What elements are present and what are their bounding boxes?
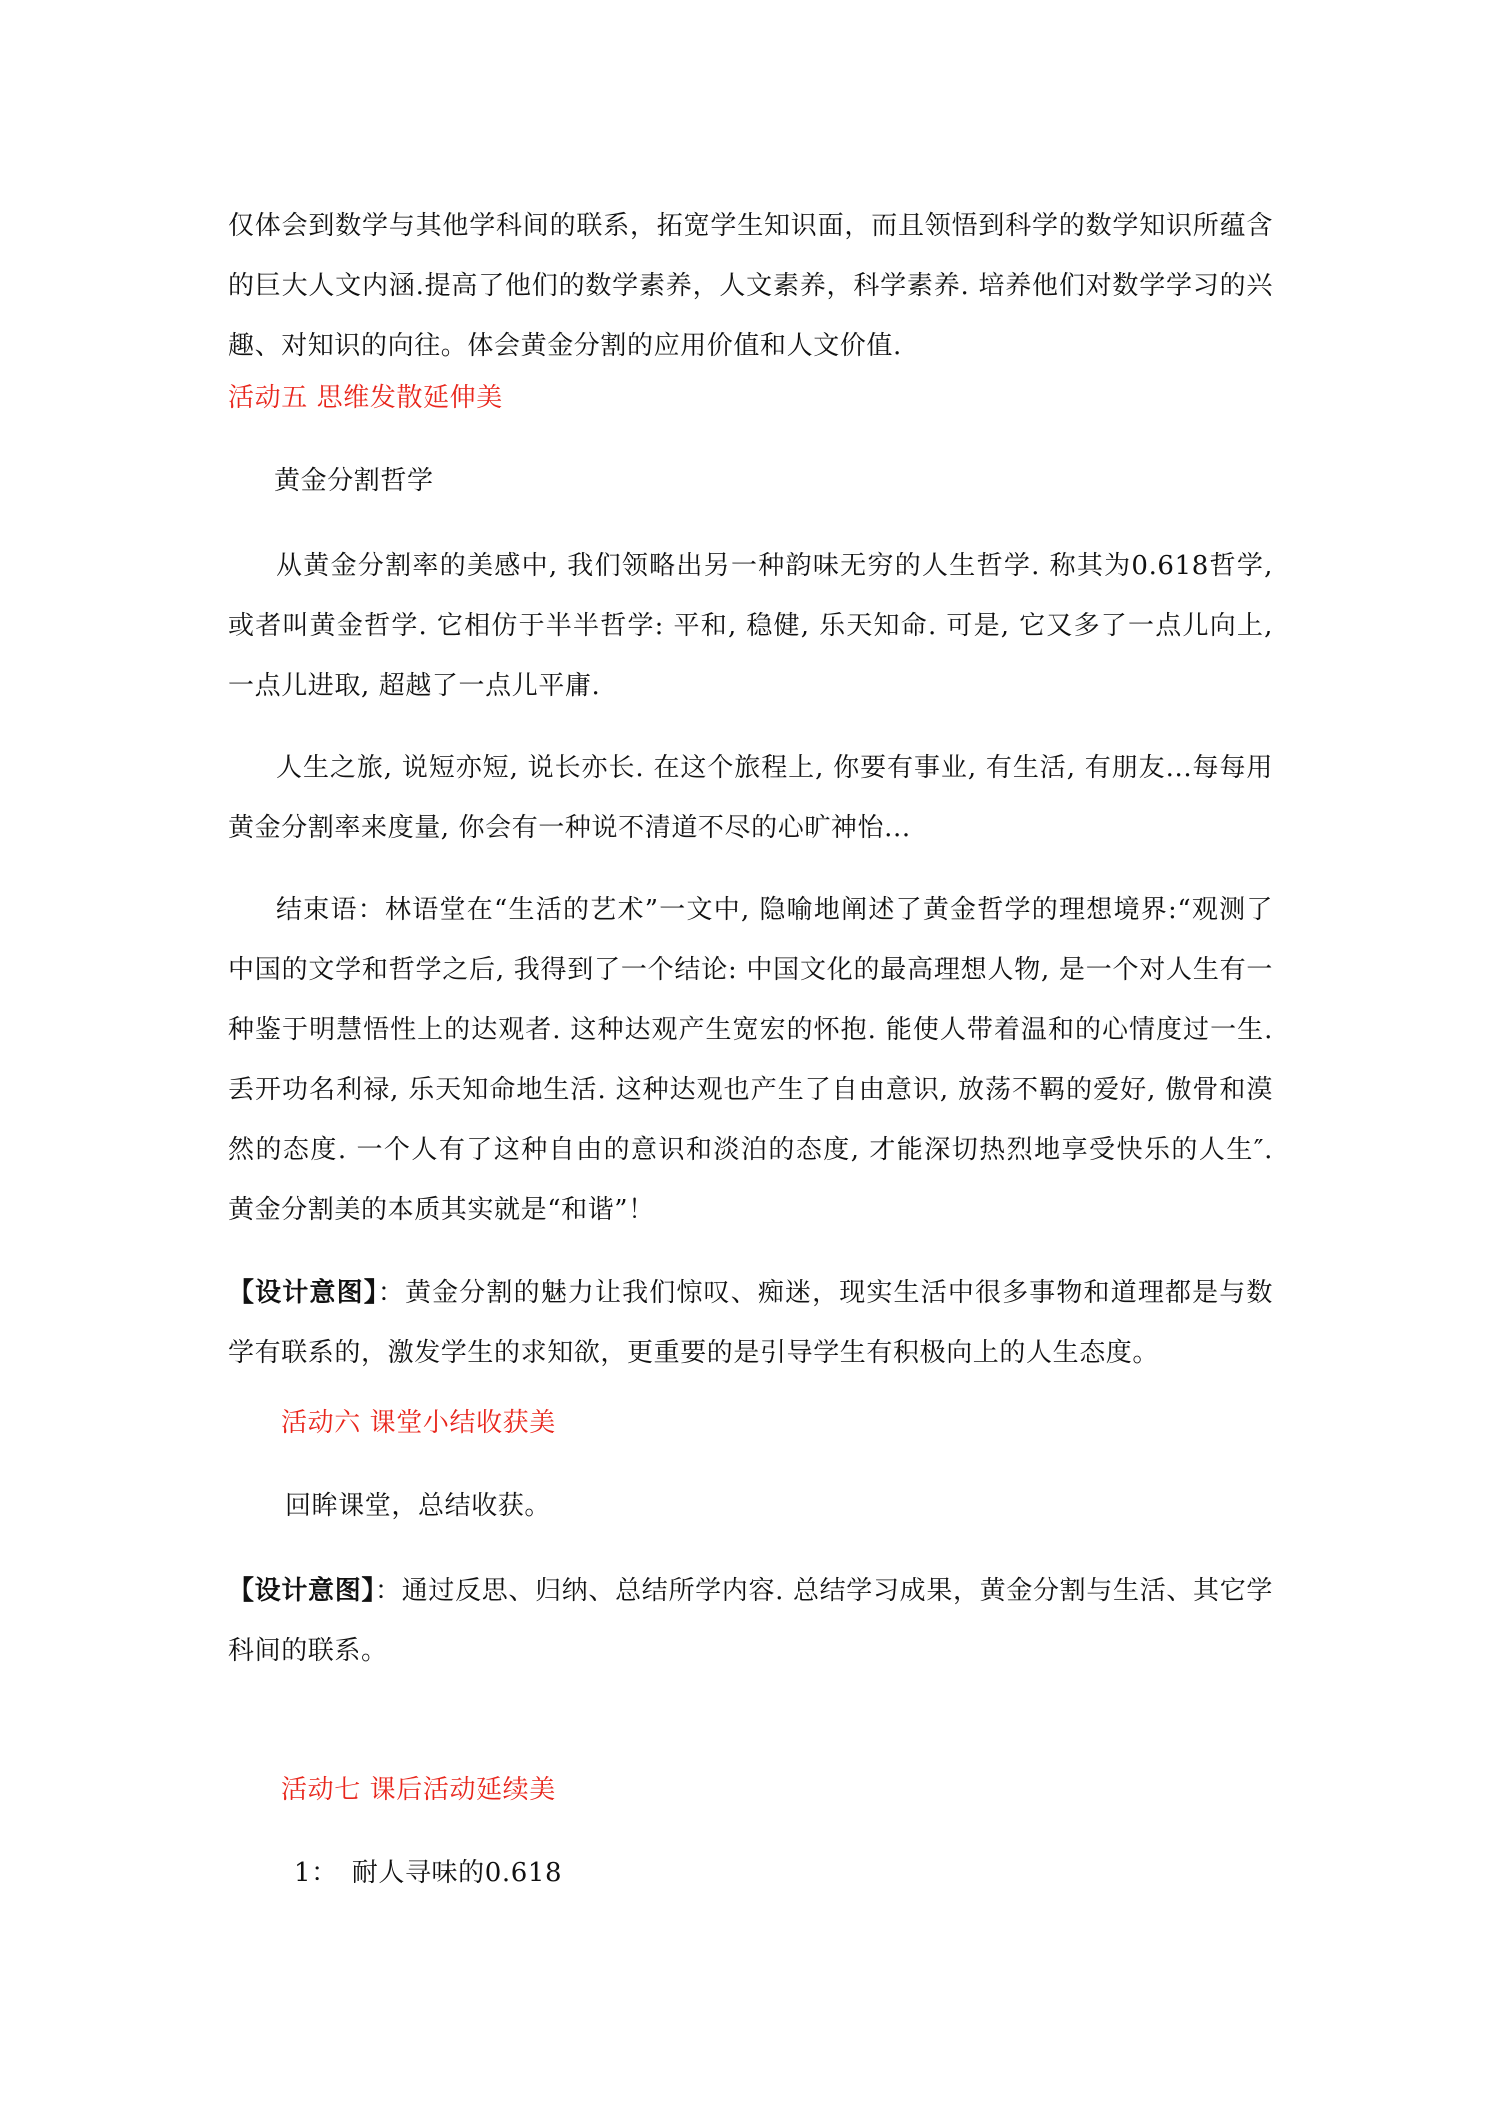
list-item-1-text: 耐人寻味的0.618 — [351, 1858, 563, 1888]
philosophy-paragraph: 从黄金分割率的美感中, 我们领略出另一种韵味无穷的人生哲学. 称其为0.618哲学, 或者叫黄金哲学. 它相仿于半半哲学: 平和, 稳健, 乐天知命. 可是, 它又多了一点儿向上, 一点儿进取, 超越了一点儿平庸. — [228, 551, 1273, 701]
philosophy-subtitle: 黄金分割哲学 — [274, 466, 434, 496]
journey-paragraph: 人生之旅, 说短亦短, 说长亦长. 在这个旅程上, 你要有事业, 有生活, 有朋友...每每用黄金分割率来度量, 你会有一种说不清道不尽的心旷神怡... — [228, 753, 1273, 843]
design-intent-1 — [228, 1263, 1273, 1383]
design-intent-2-text: ：通过反思、归纳、总结所学内容. 总结学习成果，黄金分割与生活、其它学科间的联系。 — [228, 1576, 1273, 1666]
intro-paragraph: 仅体会到数学与其他学科间的联系，拓宽学生知识面，而且领悟到科学的数学知识所蕴含的巨大人文内涵.提高了他们的数学素养，人文素养，科学素养. 培养他们对数学学习的兴趣、对知识的向往。体会黄金分割的应用价值和人文价值. — [228, 211, 1273, 361]
design-intent-1-text: ：黄金分割的魅力让我们惊叹、痴迷，现实生活中很多事物和道理都是与数学有联系的，激发学生的求知欲，更重要的是引导学生有积极向上的人生态度。 — [228, 1278, 1273, 1368]
activity-5-heading: 活动五 思维发散延伸美 — [228, 383, 503, 413]
design-intent-2 — [228, 1561, 1273, 1681]
list-item-1 — [294, 1853, 562, 1893]
design-intent-label: 【设计意图】 — [228, 1278, 378, 1308]
design-intent-label: 【设计意图】 — [228, 1576, 376, 1606]
conclusion-paragraph: 结束语：林语堂在“生活的艺术”一文中, 隐喻地阐述了黄金哲学的理想境界:“观测了中国的文学和哲学之后, 我得到了一个结论: 中国文化的最高理想人物, 是一个对人生有一种鉴于明慧悟性上的达观者. 这种达观产生宽宏的怀抱. 能使人带着温和的心情度过一生. 丢开功名利禄, 乐天知命地生活. 这种达观也产生了自由意识, 放荡不羁的爱好, 傲骨和漠然的态度. 一个人有了这种自由的意识和淡泊的态度, 才能深切热烈地享受快乐的人生″. 黄金分割美的本质其实就是“和谐”！ — [228, 895, 1273, 1225]
activity-7-heading: 活动七 课后活动延续美 — [281, 1775, 556, 1805]
list-item-1-number: 1： — [294, 1858, 338, 1888]
activity-6-heading: 活动六 课堂小结收获美 — [281, 1408, 556, 1438]
review-paragraph: 回眸课堂，总结收获。 — [285, 1491, 552, 1521]
